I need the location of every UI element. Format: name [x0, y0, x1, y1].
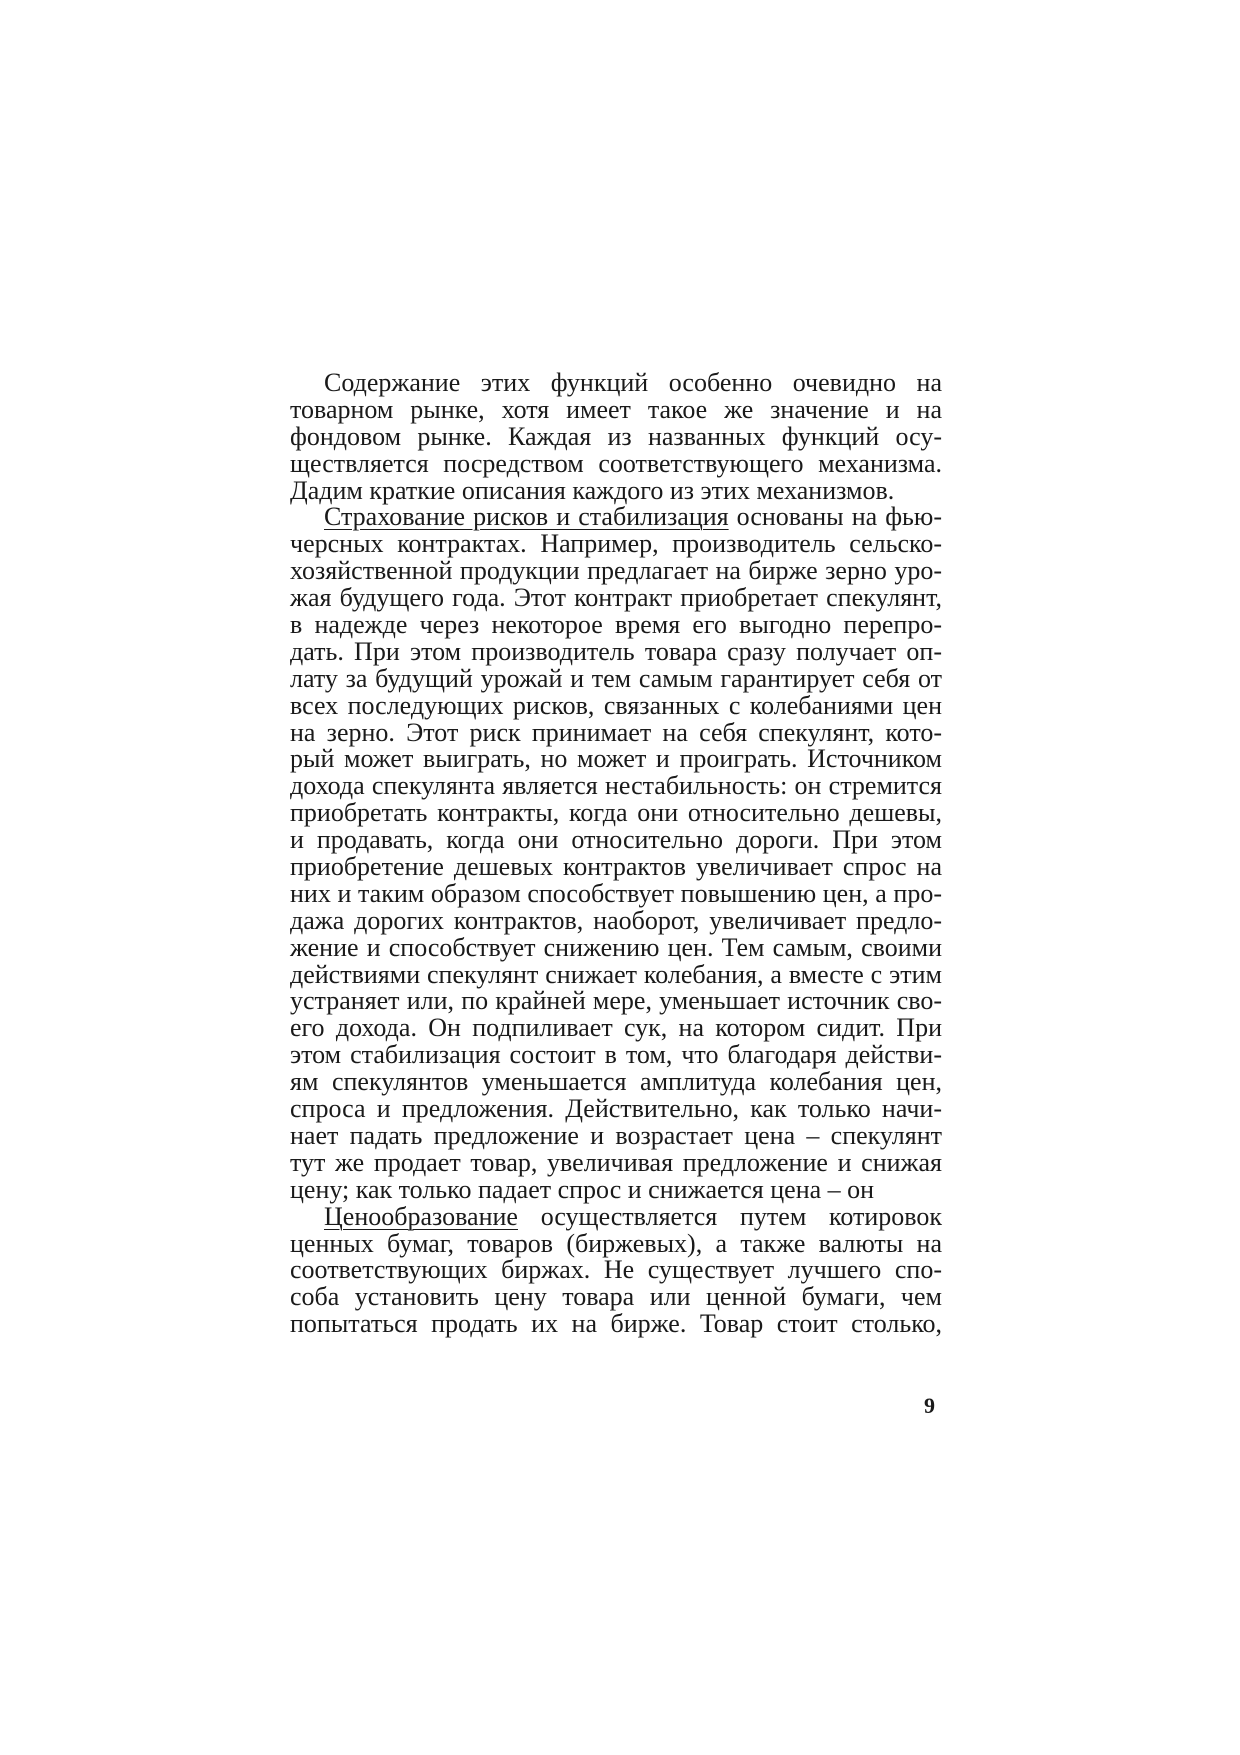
text-line: соответствующих биржах. Не существует лучшего спо- — [290, 1255, 942, 1285]
text-line: его дохода. Он подпиливает сук, на котором сидит. При — [290, 1013, 942, 1043]
paragraph-risk-insurance — [290, 504, 942, 1203]
text-line — [290, 504, 942, 531]
text-line: в надежде через некоторое время его выгодно перепро- — [290, 610, 942, 640]
text-line: попытаться продать их на бирже. Товар стоит столько, — [290, 1309, 942, 1339]
text-line: черсных контрактах. Например, производитель сельско- — [290, 529, 942, 559]
text-line: жение и способствует снижению цен. Тем самым, своими — [290, 932, 942, 962]
text-line: лату за будущий урожай и тем самым гарантирует себя от — [290, 663, 942, 693]
text-line: Дадим краткие описания каждого из этих механизмов. — [290, 475, 895, 505]
underlined-term: Ценообразование — [324, 1201, 518, 1231]
text-line: рый может выиграть, но может и проиграть. Источником — [290, 744, 942, 774]
text-line: ществляется посредством соответствующего механизма. — [290, 448, 942, 478]
text-line: действиями спекулянт снижает колебания, а вместе с этим — [290, 959, 942, 989]
text-line: дажа дорогих контрактов, наоборот, увеличивает предло- — [290, 905, 942, 935]
text-line: этом стабилизация состоит в том, что благодаря действи- — [290, 1040, 942, 1070]
text-line: дохода спекулянта является нестабильность: он стремится — [290, 771, 942, 801]
text-line: цену; как только падает спрос и снижается цена – он — [290, 1174, 875, 1204]
page-number: 9 — [924, 1393, 935, 1418]
paragraph-pricing — [290, 1201, 942, 1339]
underlined-term: Страхование рисков и стабилизация — [324, 502, 729, 532]
text-line: устраняет или, по крайней мере, уменьшает источник сво- — [290, 986, 942, 1016]
text-line: спроса и предложения. Действительно, как только начи- — [290, 1094, 942, 1124]
text-line: и продавать, когда они относительно дороги. При этом — [290, 825, 942, 855]
text-line: ценных бумаг, товаров (биржевых), а также валюты на — [290, 1228, 942, 1258]
text-line: жая будущего года. Этот контракт приобретает спекулянт, — [290, 583, 942, 613]
text-line: товарном рынке, хотя имеет такое же значение и на — [290, 394, 942, 424]
text-line: нает падать предложение и возрастает цена – спекулянт — [290, 1120, 942, 1150]
lead-line-rest: осуществляется путем котировок — [517, 1201, 942, 1231]
text-line: приобретать контракты, когда они относительно дешевы, — [290, 798, 942, 828]
text-line: соба установить цену товара или ценной бумаги, чем — [290, 1282, 942, 1312]
text-line: приобретение дешевых контрактов увеличивает спрос на — [290, 852, 942, 882]
text-line — [290, 1201, 942, 1231]
lead-line-rest: основаны на фью- — [728, 502, 942, 532]
text-line: всех последующих рисков, связанных с колебаниями цен — [290, 690, 942, 720]
text-line: ям спекулянтов уменьшается амплитуда колебания цен, — [290, 1067, 942, 1097]
text-line: них и таким образом способствует повышению цен, а про- — [290, 878, 942, 908]
paragraph-functions-intro — [290, 370, 942, 504]
body-text — [290, 370, 942, 1338]
text-line: Содержание этих функций особенно очевидно на — [324, 368, 942, 397]
text-line: дать. При этом производитель товара сразу получает оп- — [290, 636, 942, 666]
text-line: тут же продает товар, увеличивая предложение и снижая — [290, 1147, 942, 1177]
text-line: на зерно. Этот риск принимает на себя спекулянт, кото- — [290, 717, 942, 747]
text-line: фондовом рынке. Каждая из названных функций осу- — [290, 421, 942, 451]
text-line: хозяйственной продукции предлагает на бирже зерно уро- — [290, 556, 942, 586]
